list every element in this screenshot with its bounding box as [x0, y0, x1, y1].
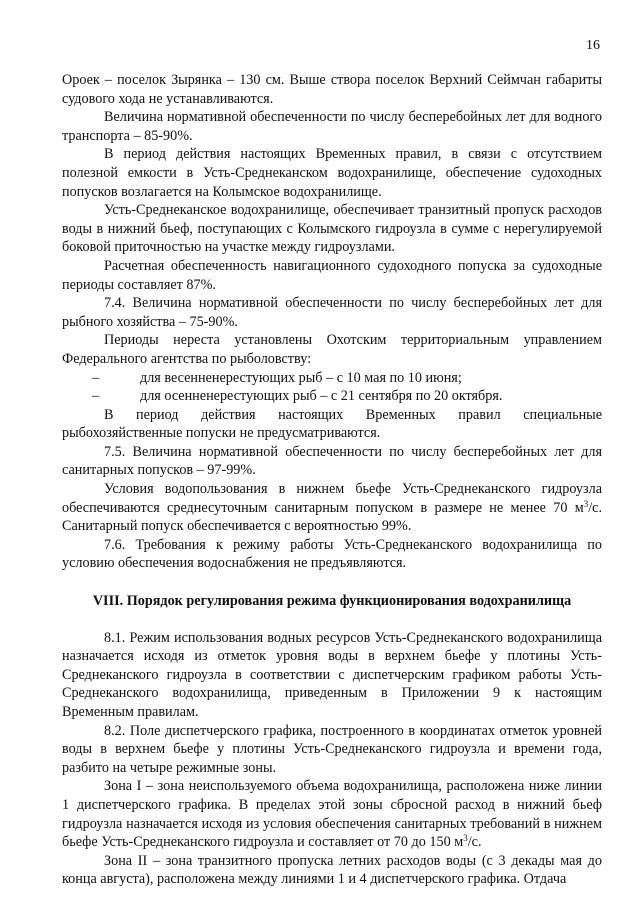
paragraph: Усть-Среднеканское водохранилище, обеспечивает транзитный пропуск расходов воды в нижний бьеф, поступающих с Колымского гидроузла в сумме с нерегулируемой боковой приточностью на участке между гидроузлами. — [62, 202, 602, 256]
list-bullet: – — [92, 388, 100, 405]
paragraph — [62, 480, 602, 536]
section-8-1: 8.1. Режим использования водных ресурсов Усть-Среднеканского водохранилища назначается исходя из отметок уровня воды в верхнем бьефе у плотины Усть-Среднеканского гидроузла в соответствии с диспетчерским графиком работы Усть-Среднеканского водохранилища, приведенным в Приложении 9 к настоящим Временным правилам. — [62, 629, 602, 720]
paragraph: Зона II – зона транзитного пропуска летних расходов воды (с 3 декады мая до конца августа), расположена между линиями 1 и 4 диспетчерского графика. Отдача — [62, 852, 602, 888]
page-number: 16 — [586, 38, 600, 53]
paragraph: Расчетная обеспеченность навигационного судоходного попуска за судоходные периоды составляет 87%. — [62, 257, 602, 293]
paragraph: Величина нормативной обеспеченности по числу бесперебойных лет для водного транспорта – 85-90%. — [62, 109, 602, 144]
list-item-text: для весенненерестующих рыб – с 10 мая по 10 июня; — [140, 369, 462, 386]
section-7-6: 7.6. Требования к режиму работы Усть-Среднеканского водохранилища по условию обеспечения водоснабжения не предъявляются. — [62, 536, 602, 572]
document-body — [62, 71, 602, 889]
section-7-5: 7.5. Величина нормативной обеспеченности по числу бесперебойных лет для санитарных попусков – 97-99%. — [62, 443, 602, 479]
section-heading: VIII. Порядок регулирования режима функционирования водохранилища — [92, 593, 572, 610]
text-run: /с. — [467, 834, 482, 851]
text-run: /с. Санитарный попуск обеспечивается с вероятностью 99%. — [62, 499, 602, 535]
paragraph — [62, 777, 602, 851]
text-run: Условия водопользования в нижнем бьефе Усть-Среднеканского гидроузла обеспечиваются среднесуточным санитарным попуском в размере не менее 70 м — [62, 481, 602, 516]
section-8-2: 8.2. Поле диспетчерского графика, построенного в координатах отметок уровней воды в верхнем бьефе у плотины Усть-Среднеканского гидроузла и времени года, разбито на четыре режимные зоны. — [62, 722, 602, 776]
superscript: 3 — [583, 498, 589, 509]
paragraph: В период действия настоящих Временных правил специальные рыбохозяйственные попуски не предусматриваются. — [62, 406, 602, 442]
paragraph: В период действия настоящих Временных правил, в связи с отсутствием полезной емкости в Усть-Среднеканском водохранилище, обеспечение судоходных попусков возлагается на Колымское водохранилище. — [62, 146, 602, 200]
paragraph: Периоды нереста установлены Охотским территориальным управлением Федерального агентства по рыболовству: — [62, 332, 602, 367]
text-run: Зона I – зона неиспользуемого объема водохранилища, расположена ниже линии 1 диспетчерского графика. В пределах этой зоны сбросной расход в нижний бьеф гидроузла назначается исходя из условия обеспечения санитарных требований в нижнем бьефе Усть-Среднеканского гидроузла и составляет от 70 до 150 м — [62, 778, 602, 851]
list-bullet: – — [92, 369, 100, 386]
section-7-4: 7.4. Величина нормативной обеспеченности по числу бесперебойных лет для рыбного хозяйства – 75-90%. — [62, 295, 602, 330]
superscript: 3 — [463, 833, 468, 844]
paragraph: Ороек – поселок Зырянка – 130 см. Выше створа поселок Верхний Сеймчан габариты судового хода не устанавливаются. — [62, 72, 602, 107]
list-item — [62, 387, 602, 406]
list-item-text: для осенненерестующих рыб – с 21 сентября по 20 октября. — [140, 388, 503, 405]
list-item — [62, 369, 602, 388]
